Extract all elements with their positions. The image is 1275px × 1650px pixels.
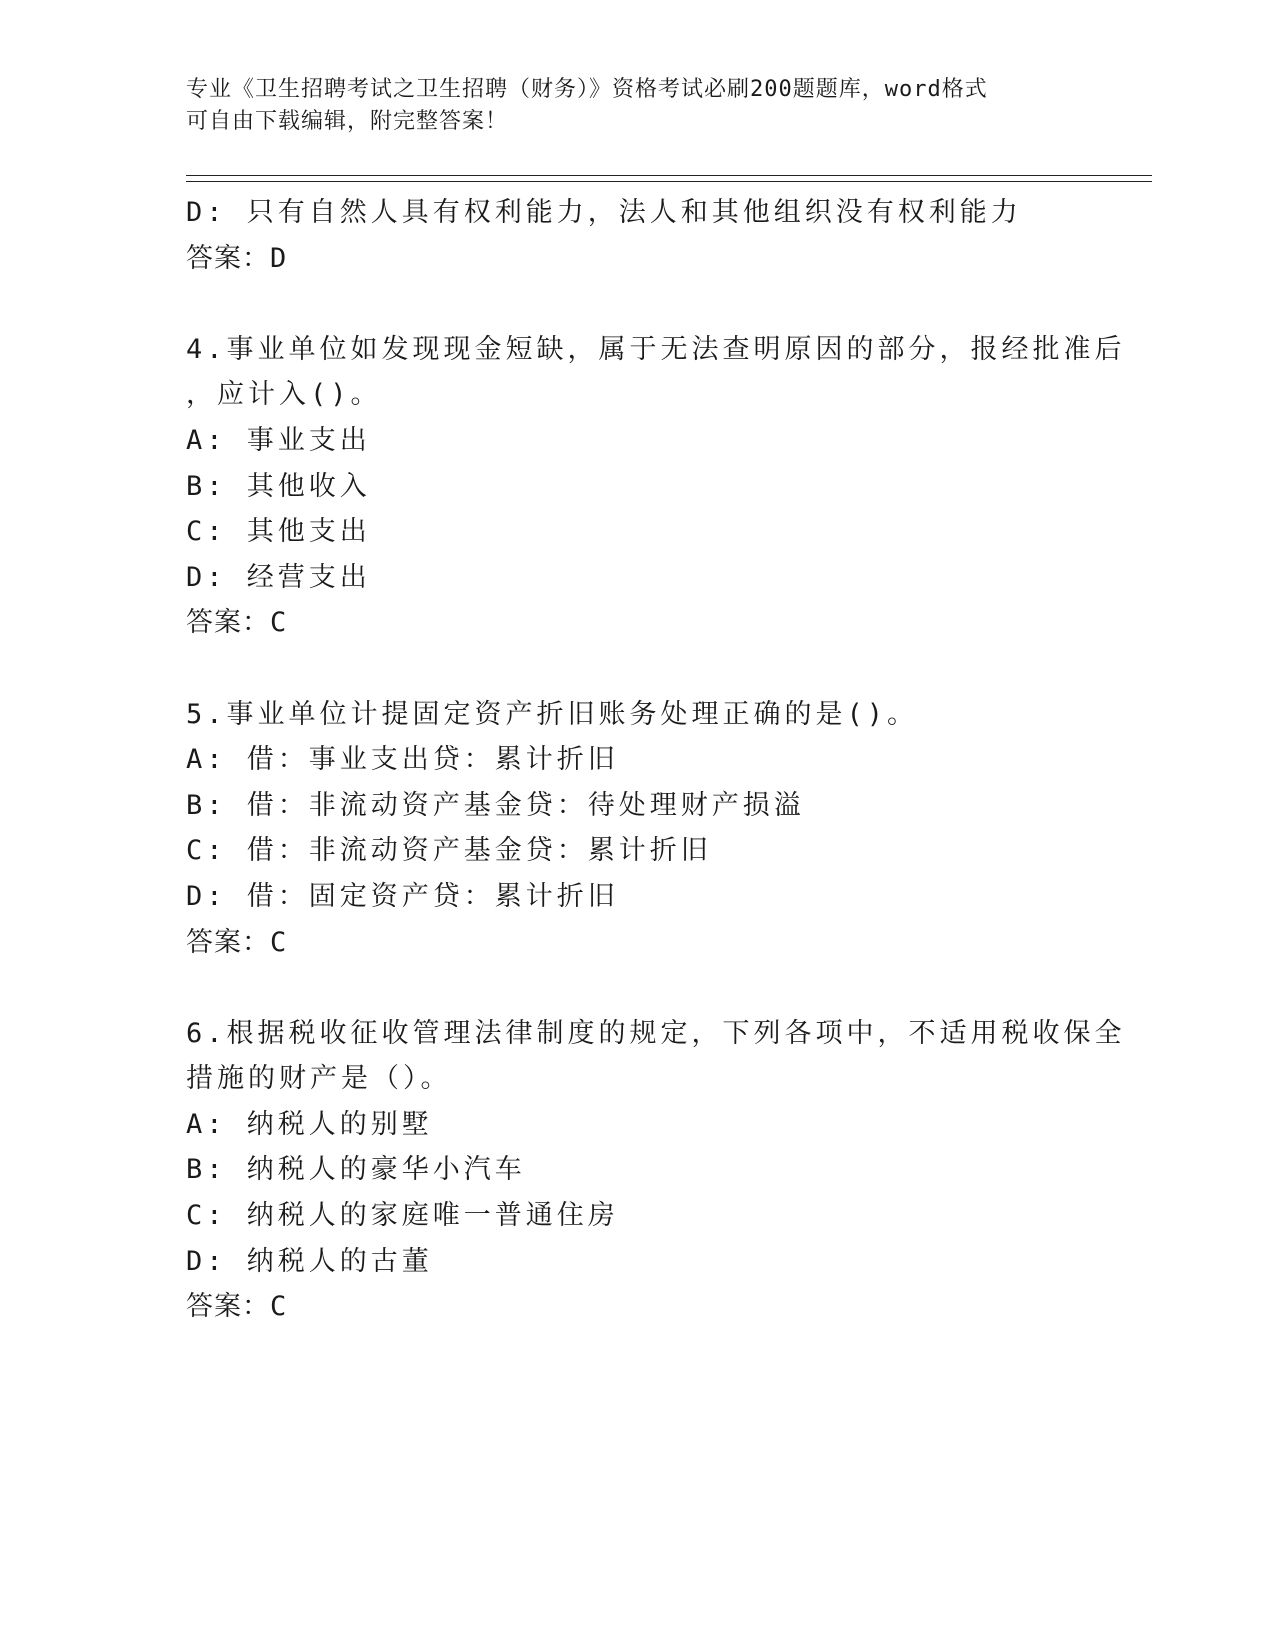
option-d: D: 借：固定资产贷：累计折旧 [186, 880, 619, 912]
option-d: D: 只有自然人具有权利能力，法人和其他组织没有权利能力 [186, 197, 1022, 228]
option-a: A: 事业支出 [186, 424, 371, 456]
option-a: A: 纳税人的别墅 [186, 1108, 433, 1140]
answer-line: 答案：C [186, 926, 288, 958]
answer-line: 答案：C [186, 1291, 288, 1323]
header-line-1: 专业《卫生招聘考试之卫生招聘（财务）》资格考试必刷200题题库，word格式 [186, 77, 988, 102]
question-stem-continued: 措施的财产是（）。 [186, 1063, 452, 1095]
option-c: C: 纳税人的家庭唯一普通住房 [186, 1200, 619, 1232]
spacer [186, 281, 1086, 327]
option-c: C: 借：非流动资产基金贷：累计折旧 [186, 835, 712, 867]
spacer [186, 646, 1086, 692]
question-list [186, 190, 1126, 1330]
option-b: B: 纳税人的豪华小汽车 [186, 1154, 526, 1186]
answer-line: 答案：C [186, 607, 288, 639]
option-b: B: 其他收入 [186, 470, 371, 502]
option-d: D: 经营支出 [186, 561, 371, 593]
spacer [186, 965, 1086, 1011]
option-c: C: 其他支出 [186, 516, 371, 548]
option-b: B: 借：非流动资产基金贷：待处理财产损溢 [186, 789, 805, 821]
prev-question-block [186, 190, 1086, 281]
question-6 [186, 1011, 1126, 1330]
question-stem: 6.根据税收征收管理法律制度的规定，下列各项中，不适用税收保全 [186, 1017, 1126, 1049]
question-4 [186, 327, 1126, 646]
header-divider-top [186, 175, 1152, 176]
option-d: D: 纳税人的古董 [186, 1245, 433, 1277]
question-stem-continued: ，应计入()。 [186, 379, 382, 411]
answer-line: 答案：D [186, 242, 288, 274]
header-line-2: 可自由下载编辑，附完整答案！ [186, 109, 509, 134]
option-a: A: 借：事业支出贷：累计折旧 [186, 744, 619, 776]
question-5 [186, 692, 1086, 966]
document-header [186, 74, 1066, 138]
header-divider-bottom [186, 181, 1152, 182]
question-stem: 4.事业单位如发现现金短缺，属于无法查明原因的部分，报经批准后 [186, 333, 1126, 365]
question-stem: 5.事业单位计提固定资产折旧账务处理正确的是()。 [186, 698, 919, 730]
